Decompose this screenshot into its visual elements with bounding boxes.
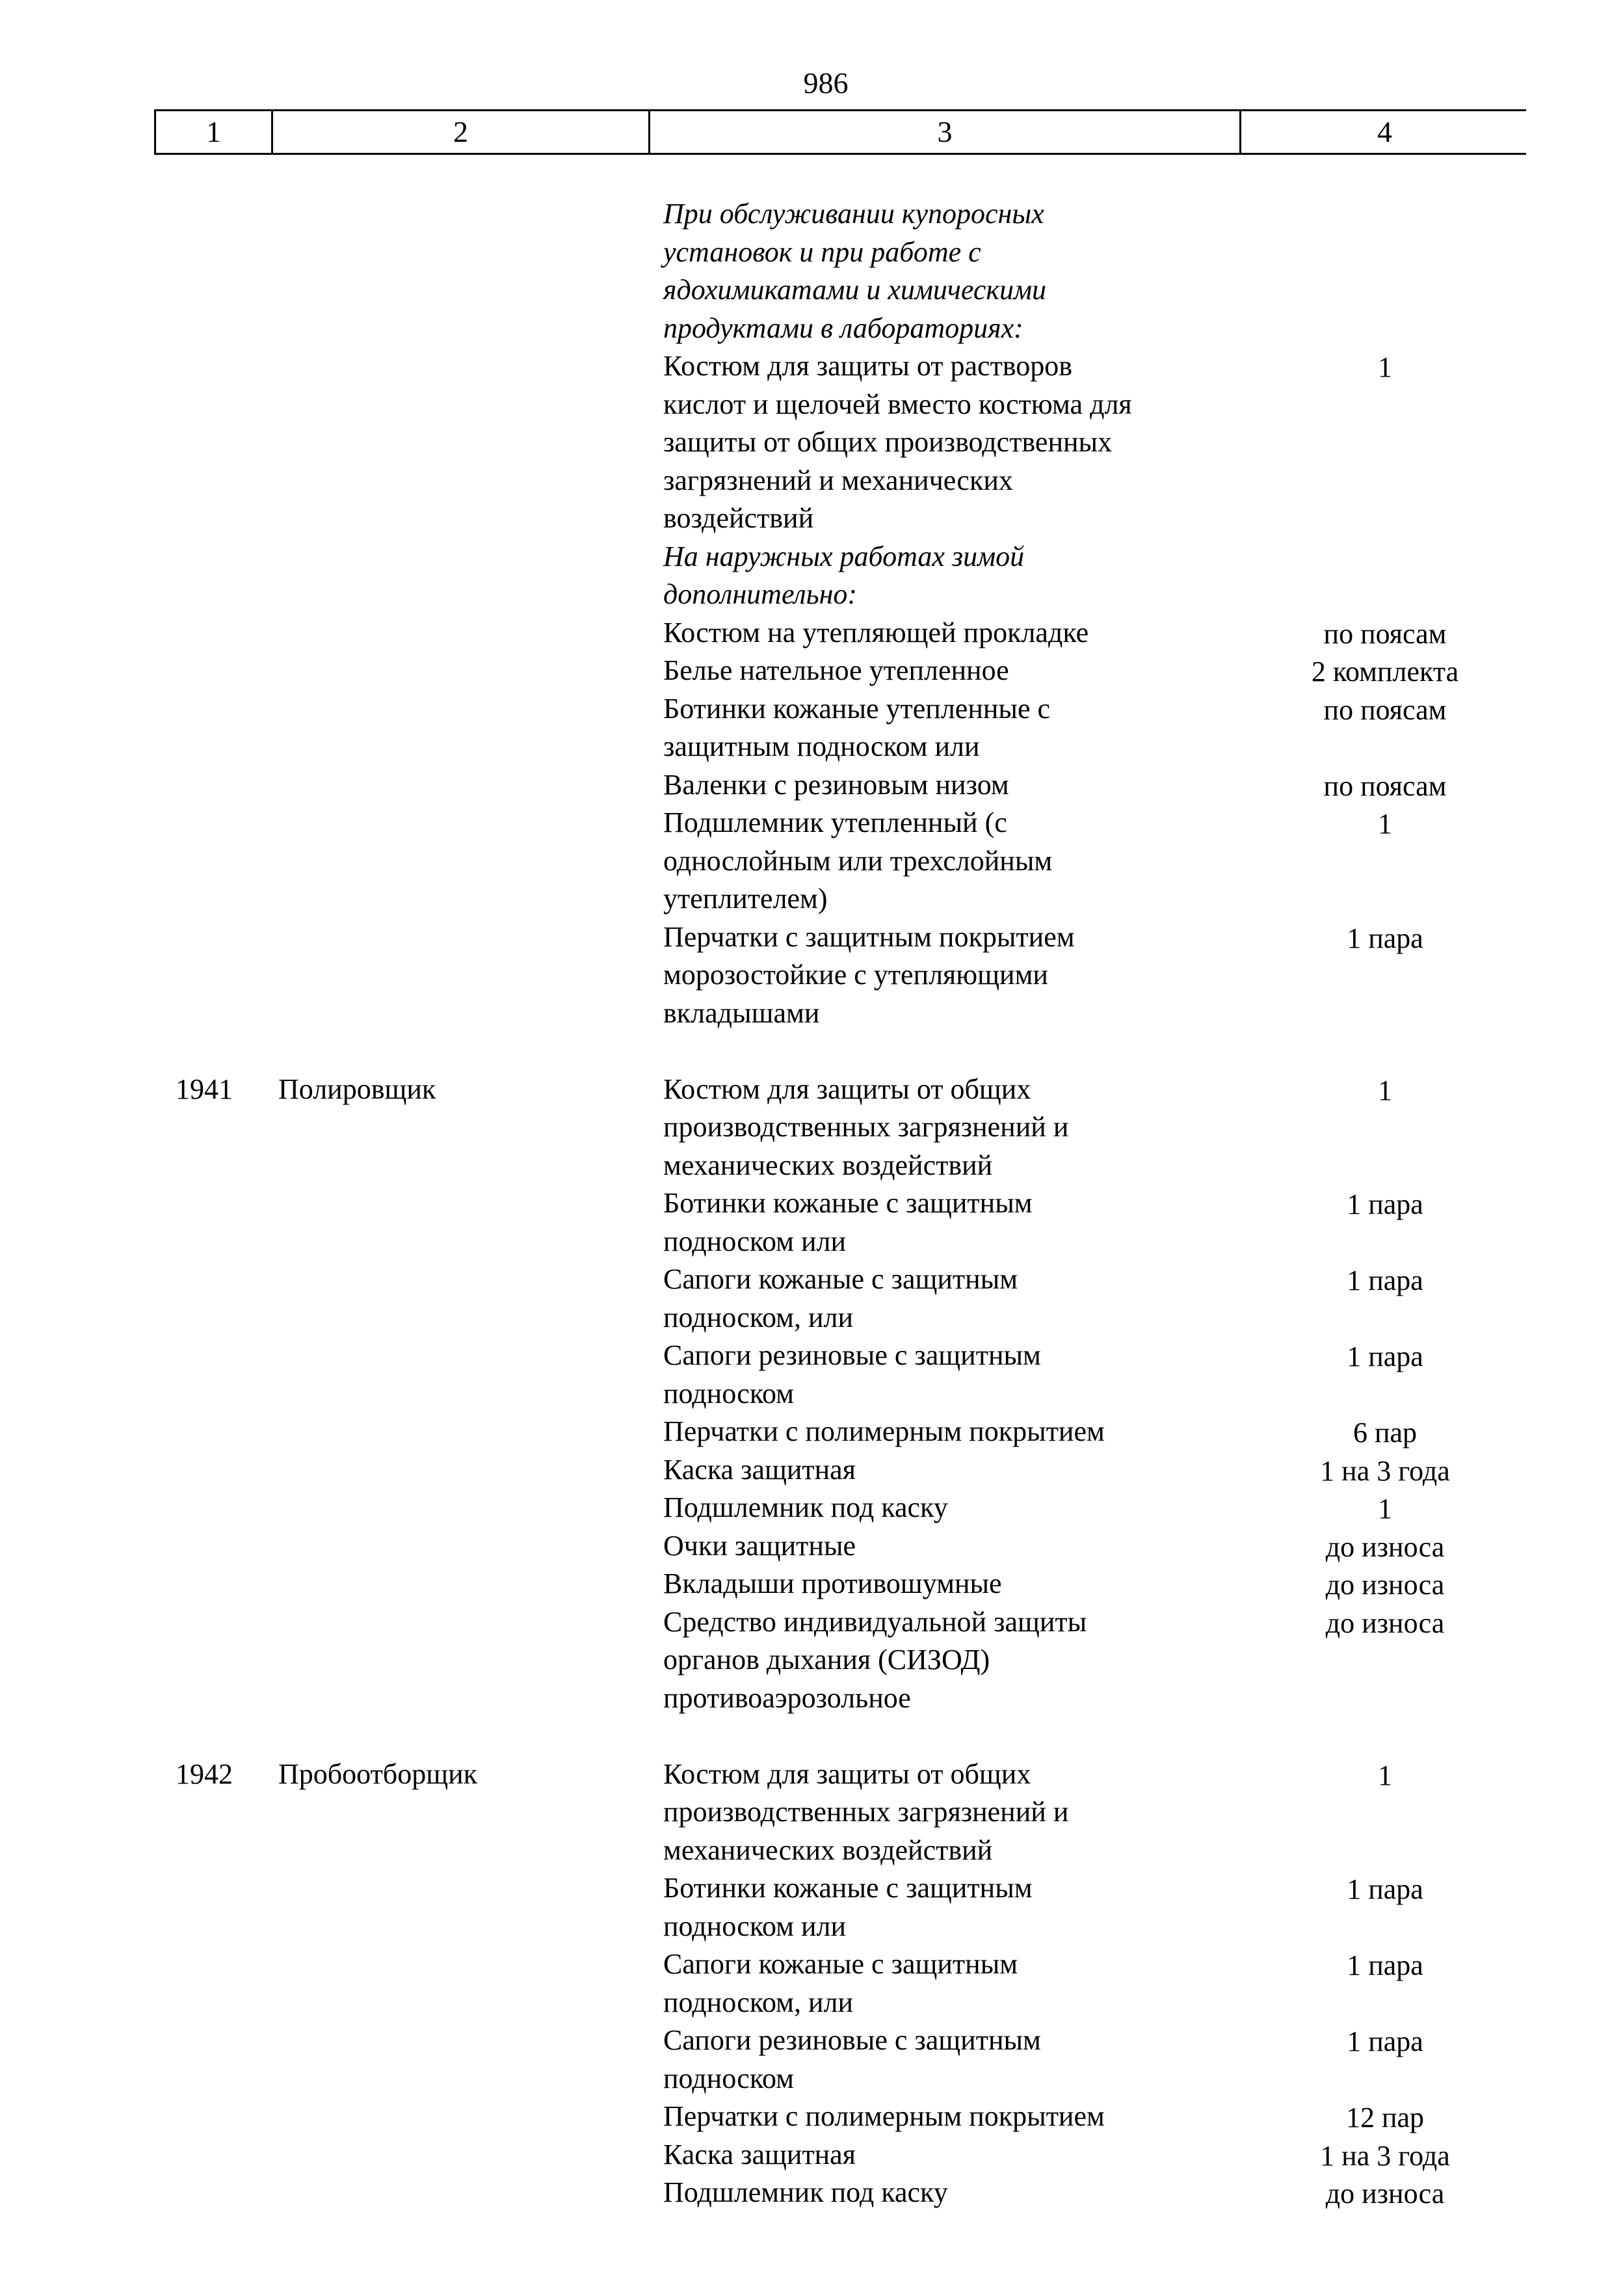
profession-number: 1942 (176, 1757, 233, 1790)
preamble-item-text: кислот и щелочей вместо костюма для (663, 388, 1132, 420)
profession-1941-item-quantity: 6 пар (1352, 1417, 1418, 1448)
profession-1941-item-text: Перчатки с полимерным покрытием (663, 1415, 1105, 1447)
winter-item-text: Подшлемник утепленный (с (663, 807, 1007, 838)
winter-item-text: однослойным или трехслойным (663, 844, 1053, 877)
winter-item-quantity: по поясам (1323, 693, 1447, 726)
profession-1942-item-text: Сапоги кожаные с защитным (663, 1948, 1018, 1980)
profession-1941-item-text: Очки защитные (663, 1529, 856, 1562)
profession-1941-item-text: противоаэрозольное (663, 1681, 911, 1714)
column-header-1: 1 (156, 111, 273, 153)
profession-1942-item-text: Каска защитная (663, 2138, 856, 2170)
condition-heading: установок и при работе с (663, 235, 981, 268)
winter-item-text: Валенки с резиновым низом (663, 768, 1009, 801)
page-number: 986 (803, 66, 849, 100)
condition-heading: продуктами в лабораториях: (663, 312, 1023, 344)
winter-item-quantity: по поясам (1323, 769, 1447, 802)
profession-1941-item-quantity: до износа (1325, 1569, 1445, 1601)
profession-1942-item-text: Костюм для защиты от общих (663, 1757, 1031, 1790)
profession-1941-item-quantity: до износа (1325, 1607, 1445, 1639)
profession-1942-item-quantity: 12 пар (1345, 2102, 1425, 2133)
profession-1941-item-quantity: 1 пара (1347, 1188, 1423, 1220)
winter-item-text: морозостойкие с утепляющими (663, 959, 1048, 991)
profession-1941-item-text: органов дыхания (СИЗОД) (663, 1644, 990, 1675)
profession-1941-item-quantity: 1 пара (1347, 1341, 1423, 1372)
winter-item-text: Ботинки кожаные утепленные с (663, 692, 1051, 725)
profession-1941-item-text: механических воздействий (663, 1149, 993, 1181)
profession-1942-item-text: подноском, или (663, 1986, 854, 2018)
column-header-4: 4 (1377, 115, 1392, 148)
winter-item-text: утеплителем) (663, 883, 828, 914)
profession-1941-item-quantity: до износа (1325, 1530, 1445, 1563)
profession-1942-item-quantity: 1 пара (1347, 1873, 1423, 1905)
profession-1941-item-text: Костюм для защиты от общих (663, 1073, 1031, 1105)
profession-1942-item-text: подноском или (663, 1910, 847, 1942)
profession-1942-item-text: Сапоги резиновые с защитным (663, 2024, 1041, 2056)
profession-1941-item-text: подноском (663, 1377, 794, 1409)
preamble-item-text: загрязнений и механических (663, 464, 1013, 496)
winter-item-text: вкладышами (663, 996, 820, 1029)
profession-1942-item-quantity: 1 пара (1347, 1949, 1423, 1981)
profession-1942-item-quantity: до износа (1325, 2178, 1445, 2209)
profession-1941-item-text: Подшлемник под каску (663, 1491, 948, 1523)
profession-1942-item-text: производственных загрязнений и (663, 1796, 1069, 1828)
winter-item-quantity: по поясам (1323, 617, 1447, 650)
winter-item-quantity: 1 пара (1347, 922, 1423, 954)
profession-1941-item-quantity: 1 пара (1347, 1264, 1423, 1296)
column-header-2: 2 (273, 111, 650, 153)
profession-1942-item-quantity: 1 пара (1347, 2025, 1423, 2057)
profession-1942-item-text: подноском (663, 2062, 794, 2094)
profession-1941-item-quantity: 1 на 3 года (1320, 1454, 1450, 1487)
profession-1942-item-text: Перчатки с полимерным покрытием (663, 2100, 1105, 2132)
profession-name: Полировщик (278, 1073, 436, 1105)
column-header-3: 3 (650, 111, 1241, 153)
profession-1941-item-text: Вкладыши противошумные (663, 1568, 1002, 1599)
preamble-item-text: Костюм для защиты от растворов (663, 350, 1073, 382)
condition-heading: ядохимикатами и химическими (663, 274, 1047, 306)
profession-1941-item-quantity: 1 (1378, 1493, 1392, 1525)
profession-1942-item-text: механических воздействий (663, 1834, 993, 1866)
winter-heading: дополнительно: (663, 578, 858, 610)
preamble-item-text: воздействий (663, 502, 814, 534)
profession-name: Пробоотборщик (278, 1757, 478, 1790)
winter-item-text: Белье нательное утепленное (663, 654, 1009, 686)
winter-item-text: Костюм на утепляющей прокладке (663, 616, 1089, 648)
profession-1941-item-quantity: 1 (1378, 1074, 1392, 1106)
profession-1942-item-quantity: 1 (1378, 1759, 1392, 1791)
winter-item-quantity: 1 (1378, 808, 1392, 840)
preamble-item-quantity: 1 (1378, 351, 1392, 383)
profession-1941-item-text: производственных загрязнений и (663, 1111, 1069, 1143)
preamble-item-text: защиты от общих производственных (663, 426, 1113, 458)
profession-1942-item-text: Ботинки кожаные с защитным (663, 1872, 1033, 1904)
winter-item-text: Перчатки с защитным покрытием (663, 920, 1075, 953)
profession-1941-item-text: Сапоги кожаные с защитным (663, 1263, 1018, 1295)
profession-1941-item-text: Каска защитная (663, 1453, 856, 1486)
profession-1941-item-text: Сапоги резиновые с защитным (663, 1339, 1041, 1371)
profession-1941-item-text: Ботинки кожаные с защитным (663, 1187, 1033, 1219)
winter-heading: На наружных работах зимой (663, 540, 1025, 572)
column-header-row (154, 109, 1526, 155)
profession-1942-item-text: Подшлемник под каску (663, 2176, 948, 2208)
winter-item-text: защитным подноском или (663, 730, 980, 762)
profession-1941-item-text: Средство индивидуальной защиты (663, 1605, 1087, 1638)
profession-1942-item-quantity: 1 на 3 года (1320, 2139, 1450, 2172)
winter-item-quantity: 2 комплекта (1311, 656, 1459, 687)
profession-1941-item-text: подноском или (663, 1225, 847, 1257)
profession-1941-item-text: подноском, или (663, 1301, 854, 1333)
condition-heading: При обслуживании купоросных (663, 198, 1044, 230)
profession-number: 1941 (176, 1073, 233, 1105)
